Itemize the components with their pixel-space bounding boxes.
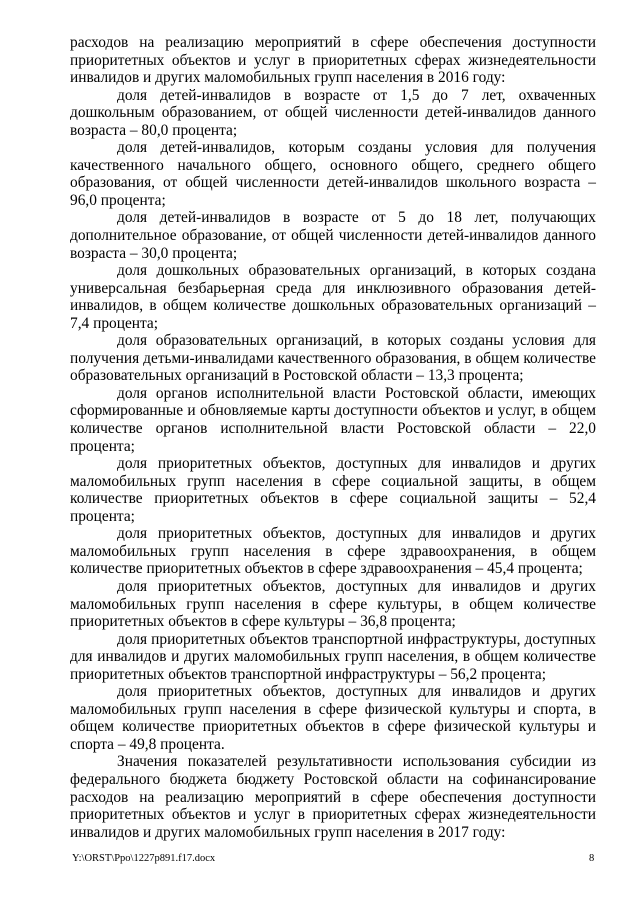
footer-file-path: Y:\ORST\Ppo\1227p891.f17.docx xyxy=(72,853,216,864)
paragraph-intro-2017: Значения показателей результативности использования субсидии из федерального бюджета бюджету Ростовской области на софинансирование расходов на реализацию мероприятий в сфере обеспечения доступности приоритетных объектов и услуг в приоритетных сферах жизнедеятельности инвалидов и других маломобильных групп населения в 2017 году: xyxy=(70,753,596,841)
page-number: 8 xyxy=(589,853,595,864)
paragraph-intro-2016: расходов на реализацию мероприятий в сфере обеспечения доступности приоритетных объектов и услуг в приоритетных сферах жизнедеятельности инвалидов и других маломобильных групп населения в 2016 году: xyxy=(70,34,596,87)
document-body xyxy=(70,34,596,841)
paragraph-accessibility-maps: доля органов исполнительной власти Ростовской области, имеющих сформированные и обновляемые карты доступности объектов и услуг, в общем количестве органов исполнительной власти Ростовской области – 22,0 процента; xyxy=(70,384,596,455)
paragraph-sport: доля приоритетных объектов, доступных для инвалидов и других маломобильных групп населения в сфере физической культуры и спорта, в общем количестве приоритетных объектов в сфере физической культуры и спорта – 49,8 процента. xyxy=(70,683,596,753)
paragraph-social-protection: доля приоритетных объектов, доступных для инвалидов и других маломобильных групп населения в сфере социальной защиты, в общем количестве приоритетных объектов в сфере социальной защиты – 52,4 процента; xyxy=(70,455,596,525)
paragraph-school-education-conditions: доля детей-инвалидов, которым созданы условия для получения качественного начального общего, основного общего, среднего общего образования, от общей численности детей-инвалидов школьного возраста – 96,0 процента; xyxy=(70,139,596,209)
paragraph-educational-organizations: доля образовательных организаций, в которых созданы условия для получения детьми-инвалидами качественного образования, в общем количестве образовательных организаций в Ростовской области – 13,3 процента; xyxy=(70,332,596,385)
paragraph-healthcare: доля приоритетных объектов, доступных для инвалидов и других маломобильных групп населения в сфере здравоохранения, в общем количестве приоритетных объектов в сфере здравоохранения – 45,4 процента; xyxy=(70,525,596,578)
paragraph-preschool-organizations: доля дошкольных образовательных организаций, в которых создана универсальная безбарьерная среда для инклюзивного образования детей-инвалидов, в общем количестве дошкольных образовательных организаций – 7,4 процента; xyxy=(70,262,596,332)
paragraph-transport: доля приоритетных объектов транспортной инфраструктуры, доступных для инвалидов и других маломобильных групп населения, в общем количестве приоритетных объектов транспортной инфраструктуры – 56,2 процента; xyxy=(70,630,596,683)
paragraph-culture: доля приоритетных объектов, доступных для инвалидов и других маломобильных групп населения в сфере культуры, в общем количестве приоритетных объектов в сфере культуры – 36,8 процента; xyxy=(70,577,596,631)
paragraph-additional-education: доля детей-инвалидов в возрасте от 5 до 18 лет, получающих дополнительное образование, от общей численности детей-инвалидов данного возраста – 30,0 процента; xyxy=(70,209,596,262)
paragraph-preschool-disabled-children: доля детей-инвалидов в возрасте от 1,5 до 7 лет, охваченных дошкольным образованием, от общей численности детей-инвалидов данного возраста – 80,0 процента; xyxy=(70,86,596,139)
